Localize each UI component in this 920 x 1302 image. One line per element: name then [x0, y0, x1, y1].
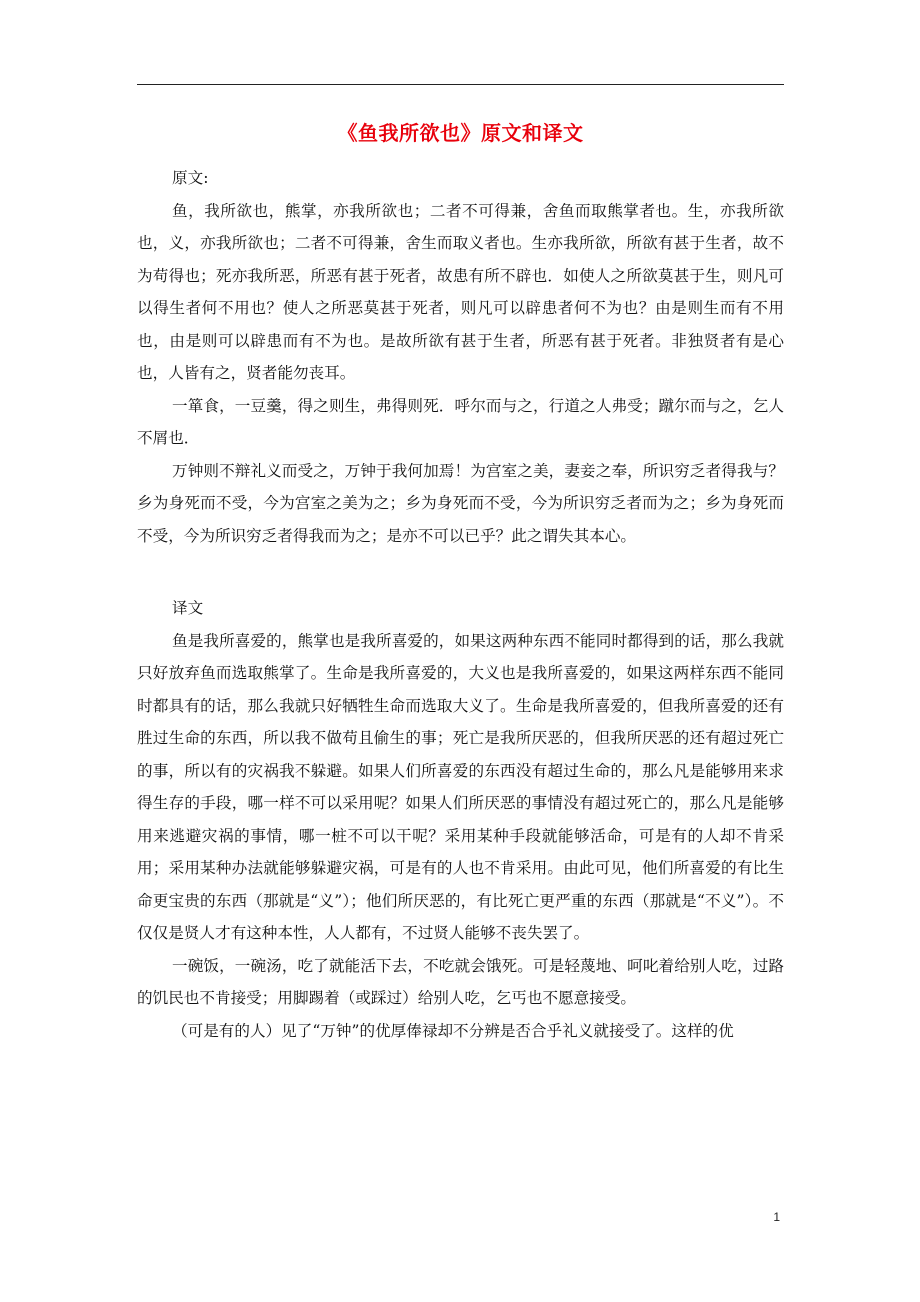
translation-paragraph-1: 鱼是我所喜爱的，熊掌也是我所喜爱的，如果这两种东西不能同时都得到的话，那么我就只好放弃鱼而选取熊掌了。生命是我所喜爱的，大义也是我所喜爱的，如果这两样东西不能同时都具有的话，那么我就只好牺牲生命而选取大义了。生命是我所喜爱的，但我所喜爱的还有胜过生命的东西，所以我不做苟且偷生的事；死亡是我所厌恶的，但我所厌恶的还有超过死亡的事，所以有的灾祸我不躲避。如果人们所喜爱的东西没有超过生命的，那么凡是能够用来求得生存的手段，哪一样不可以采用呢？如果人们所厌恶的事情没有超过死亡的，那么凡是能够用来逃避灾祸的事情，哪一桩不可以干呢？采用某种手段就能够活命，可是有的人却不肯采用；采用某种办法就能够躲避灾祸，可是有的人也不肯采用。由此可见，他们所喜爱的有比生命更宝贵的东西（那就是“义”）；他们所厌恶的，有比死亡更严重的东西（那就是“不义”）。不仅仅是贤人才有这种本性，人人都有，不过贤人能够不丧失罢了。 [137, 631, 784, 942]
document-body [137, 162, 784, 1047]
section-spacer [137, 552, 784, 592]
header-rule [137, 84, 784, 85]
page-number: 1 [773, 1210, 780, 1224]
translation-paragraph-3: （可是有的人）见了“万钟”的优厚俸禄却不分辨是否合乎礼义就接受了。这样的优 [172, 1021, 734, 1040]
original-paragraph-2: 一箪食，一豆羹，得之则生，弗得则死．呼尔而与之，行道之人弗受；蹴尔而与之，乞人不屑也． [137, 396, 784, 447]
document-title: 《鱼我所欲也》原文和译文 [337, 121, 584, 145]
original-paragraph-1: 鱼，我所欲也，熊掌，亦我所欲也；二者不可得兼，舍鱼而取熊掌者也。生，亦我所欲也，义，亦我所欲也；二者不可得兼，舍生而取义者也。生亦我所欲，所欲有甚于生者，故不为苟得也；死亦我所恶，所恶有甚于死者，故患有所不辟也．如使人之所欲莫甚于生，则凡可以得生者何不用也？使人之所恶莫甚于死者，则凡可以辟患者何不为也？由是则生而有不用也，由是则可以辟患而有不为也。是故所欲有甚于生者，所恶有甚于死者。非独贤者有是心也，人皆有之，贤者能勿丧耳。 [137, 201, 784, 382]
translation-label: 译文 [172, 599, 204, 617]
original-paragraph-3: 万钟则不辩礼义而受之，万钟于我何加焉！为宫室之美，妻妾之奉，所识穷乏者得我与？乡为身死而不受，今为宫室之美为之；乡为身死而不受，今为所识穷乏者而为之；乡为身死而不受，今为所识穷乏者得我而为之；是亦不可以已乎？此之谓失其本心。 [137, 461, 784, 545]
original-label: 原文: [172, 169, 209, 187]
translation-paragraph-2: 一碗饭，一碗汤，吃了就能活下去，不吃就会饿死。可是轻蔑地、呵叱着给别人吃，过路的饥民也不肯接受；用脚踢着（或踩过）给别人吃，乞丐也不愿意接受。 [137, 956, 784, 1007]
